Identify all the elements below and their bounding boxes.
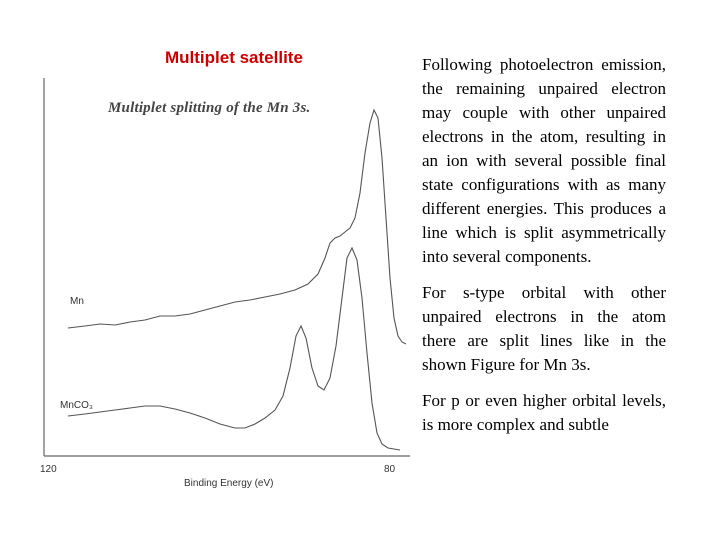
spectrum-plot [40, 78, 412, 500]
x-axis-label: Binding Energy (eV) [184, 478, 274, 489]
mn-curve-label: Mn [70, 296, 84, 307]
mnco3-spectrum-curve [68, 248, 400, 450]
x-tick-80: 80 [384, 464, 396, 475]
spectrum-figure [40, 78, 412, 500]
mnco3-curve-label: MnCO₃ [60, 400, 93, 411]
figure-heading: Multiplet splitting of the Mn 3s. [108, 100, 311, 116]
paragraph-1: Following photoelectron emission, the remaining unpaired electron may couple with other unpaired electrons in the atom, resulting in an ion with several possible final state configurations with as many different energies. This produces a line which is split asymmetrically into several components. [422, 55, 666, 266]
x-tick-120: 120 [40, 464, 57, 475]
slide-title: Multiplet satellite [165, 48, 303, 67]
paragraph-2: For s-type orbital with other unpaired electrons in the atom there are split lines like in the shown Figure for Mn 3s. [422, 283, 666, 374]
paragraph-3: For p or even higher orbital levels, is more complex and subtle [422, 391, 666, 434]
mn-spectrum-curve [68, 110, 406, 344]
explanation-text [422, 53, 666, 449]
